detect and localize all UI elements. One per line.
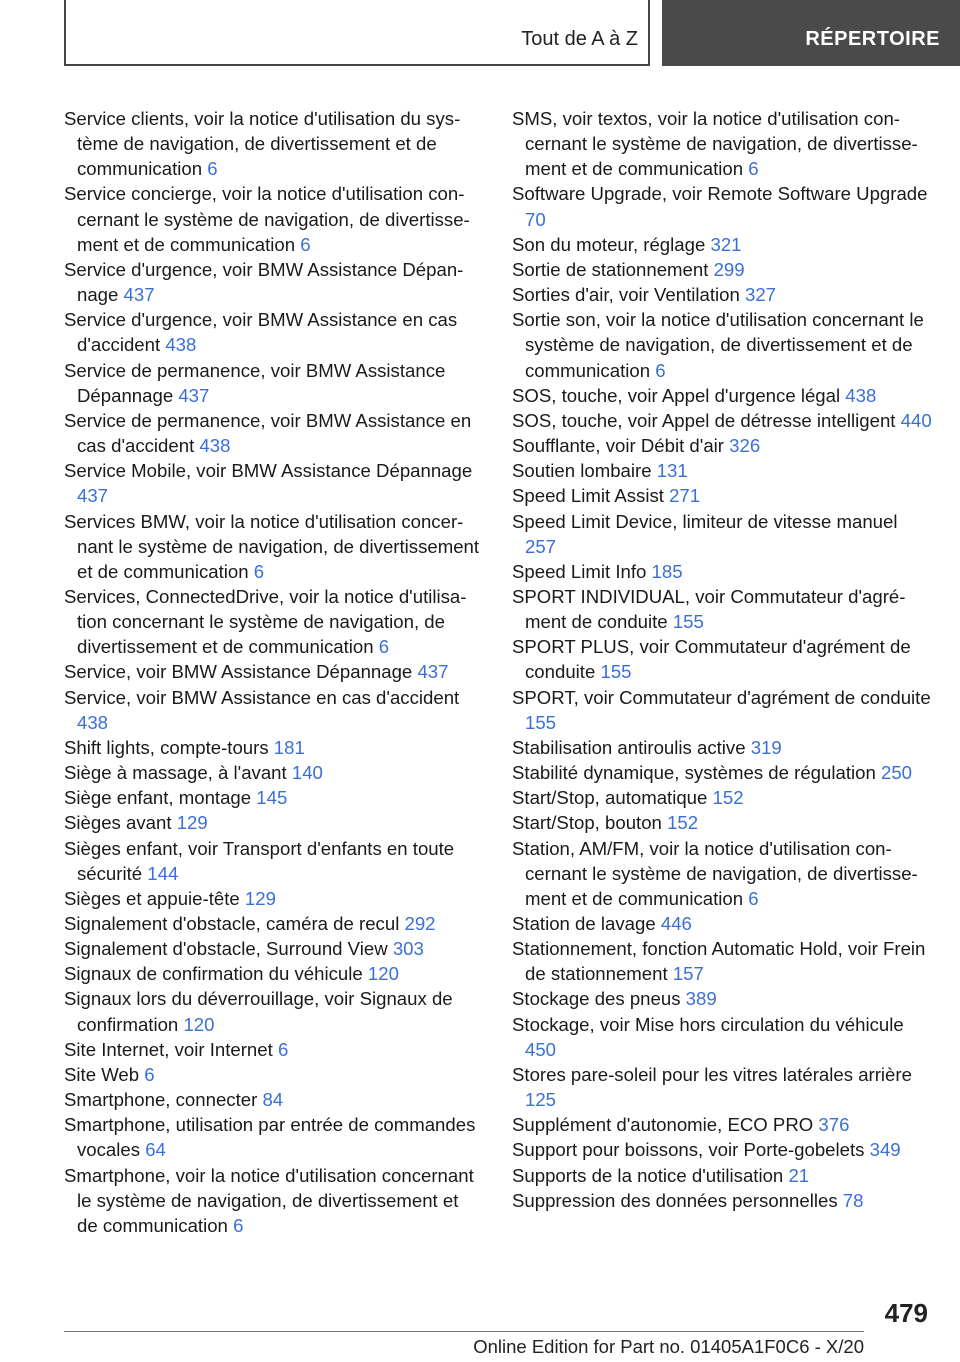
index-entry	[512, 458, 932, 483]
page-reference-link[interactable]: 185	[651, 560, 683, 582]
page-reference-link[interactable]: 303	[392, 938, 424, 960]
index-entry-text: Site Internet, voir Internet	[64, 1038, 273, 1060]
page-reference-link[interactable]: 326	[729, 435, 761, 457]
header-left-border	[64, 0, 66, 66]
page-reference-link[interactable]: 437	[178, 384, 210, 406]
index-entry-text: Stores pare-soleil pour les vitres latérales arrière	[512, 1063, 912, 1085]
index-entry	[512, 986, 932, 1011]
index-entry	[64, 1037, 484, 1062]
index-entry	[512, 584, 932, 634]
index-entry	[512, 1163, 932, 1188]
page-reference-link[interactable]: 6	[378, 636, 390, 658]
index-column-right	[512, 106, 932, 1213]
page-reference-link[interactable]: 438	[77, 711, 109, 733]
page-reference-link[interactable]: 6	[233, 1214, 244, 1236]
index-entry-text: Services BMW, voir la notice d'utilisation concernant le système de navigation, de divertissement et de communication	[64, 510, 480, 582]
index-entry	[512, 181, 932, 231]
index-entry-text: Sièges avant	[64, 812, 172, 834]
index-entry	[64, 986, 484, 1036]
page-reference-link[interactable]: 78	[842, 1189, 864, 1211]
index-entry-text: Speed Limit Assist	[512, 485, 664, 507]
page-reference-link[interactable]: 6	[253, 560, 265, 582]
page-reference-link[interactable]: 6	[655, 359, 666, 381]
index-entry	[64, 810, 484, 835]
index-entry-text: Start/Stop, automatique	[512, 787, 708, 809]
index-entry	[64, 307, 484, 357]
index-entry	[64, 458, 484, 508]
index-entry-text: Start/Stop, bouton	[512, 812, 662, 834]
index-entry	[512, 307, 932, 382]
index-entry	[64, 961, 484, 986]
page-reference-link[interactable]: 321	[710, 233, 742, 255]
page-reference-link[interactable]: 376	[818, 1114, 850, 1136]
index-entry	[512, 106, 932, 181]
page-reference-link[interactable]: 131	[656, 460, 688, 482]
index-entry-text: Stockage des pneus	[512, 988, 681, 1010]
index-entry-text: Service, voir BMW Assistance Dépannage	[64, 661, 413, 683]
page-reference-link[interactable]: 438	[845, 384, 877, 406]
index-entry-text: Site Web	[64, 1063, 140, 1085]
index-entry-text: Sièges enfant, voir Transport d'enfants en toute sécurité	[64, 837, 455, 884]
page-reference-link[interactable]: 155	[672, 611, 704, 633]
page-reference-link[interactable]: 21	[788, 1164, 810, 1186]
header-rule	[64, 64, 650, 66]
page-reference-link[interactable]: 6	[277, 1038, 289, 1060]
page-reference-link[interactable]: 155	[525, 711, 557, 733]
index-entry-text: Station de lavage	[512, 913, 656, 934]
page-reference-link[interactable]: 140	[291, 762, 323, 784]
page-reference-link[interactable]: 157	[672, 963, 704, 985]
index-entry-text: Signalement d'obstacle, caméra de recul	[64, 913, 400, 934]
index-entry	[512, 1062, 932, 1112]
page-reference-link[interactable]: 438	[199, 435, 231, 457]
index-entry	[512, 509, 932, 559]
index-entry-text: SOS, touche, voir Appel d'urgence légal	[512, 384, 841, 406]
footer-rule	[64, 1331, 864, 1332]
index-entry-text: Sorties d'air, voir Ventilation	[512, 284, 740, 306]
index-entry-text: Stockage, voir Mise hors circulation du véhicule	[512, 1013, 904, 1035]
page-reference-link[interactable]: 145	[256, 787, 288, 809]
page-reference-link[interactable]: 6	[748, 158, 759, 180]
index-entry-text: Service de permanence, voir BMW Assistance en cas d'accident	[64, 409, 472, 457]
header-divider	[648, 0, 650, 66]
index-entry	[512, 634, 932, 684]
index-entry	[512, 1188, 932, 1213]
index-entry	[512, 232, 932, 257]
index-entry-text: Smartphone, connecter	[64, 1089, 258, 1111]
header-chapter: RÉPERTOIRE	[805, 28, 940, 50]
page-number: 479	[884, 1298, 928, 1328]
index-entry-text: Services, ConnectedDrive, voir la notice d'utilisation concernant le système de navigation, de divertissement et de communication	[64, 585, 467, 658]
page-reference-link[interactable]: 349	[869, 1139, 901, 1161]
index-entry-text: Service Mobile, voir BMW Assistance Dépannage	[64, 460, 473, 482]
page-reference-link[interactable]: 438	[165, 334, 197, 356]
page-reference-link[interactable]: 450	[525, 1038, 557, 1060]
page-reference-link[interactable]: 144	[147, 862, 179, 884]
page-reference-link[interactable]: 389	[685, 988, 717, 1010]
page-reference-link[interactable]: 440	[900, 409, 932, 431]
index-entry-text: Signaux de confirmation du véhicule	[64, 963, 363, 985]
page-reference-link[interactable]: 250	[881, 762, 913, 784]
page-reference-link[interactable]: 6	[748, 887, 759, 909]
index-entry	[512, 911, 932, 936]
index-entry-text: Service d'urgence, voir BMW Assistance en cas d'accident	[64, 309, 458, 356]
page-reference-link[interactable]: 64	[145, 1139, 166, 1161]
index-entry-text: Supports de la notice d'utilisation	[512, 1164, 784, 1186]
page-reference-link[interactable]: 6	[207, 158, 218, 180]
index-entry-text: Soufflante, voir Débit d'air	[512, 435, 724, 457]
index-entry	[64, 936, 484, 961]
index-entry-text: SPORT, voir Commutateur d'agrément de conduite	[512, 686, 931, 708]
index-entry	[512, 685, 932, 735]
index-entry-text: Son du moteur, réglage	[512, 233, 706, 255]
index-entry-text: Service concierge, voir la notice d'utilisation concernant le système de navigation, de divertissement et de communication	[64, 183, 470, 255]
page-reference-link[interactable]: 129	[176, 812, 208, 834]
index-entry	[512, 383, 932, 408]
index-entry	[64, 659, 484, 684]
index-entry	[64, 836, 484, 886]
index-entry	[64, 785, 484, 810]
index-entry	[512, 785, 932, 810]
page-reference-link[interactable]: 271	[669, 485, 701, 507]
index-entry	[64, 735, 484, 760]
index-entry	[512, 810, 932, 835]
index-entry-text: Sortie de stationnement	[512, 258, 709, 280]
index-entry	[512, 1012, 932, 1062]
page-reference-link[interactable]: 292	[404, 913, 436, 934]
footer-edition: Online Edition for Part no. 01405A1F0C6 - X/20	[473, 1336, 864, 1357]
index-entry	[64, 257, 484, 307]
page-reference-link[interactable]: 152	[667, 812, 699, 834]
page-reference-link[interactable]: 437	[417, 661, 449, 683]
page-reference-link[interactable]: 129	[244, 887, 276, 909]
page-reference-link[interactable]: 437	[77, 485, 109, 507]
page-reference-link[interactable]: 6	[144, 1063, 155, 1085]
index-entry-text: Speed Limit Info	[512, 560, 647, 582]
index-entry	[512, 559, 932, 584]
index-entry-text: Stabilité dynamique, systèmes de régulation	[512, 762, 876, 784]
page-reference-link[interactable]: 299	[713, 258, 745, 280]
index-entry-text: Siège à massage, à l'avant	[64, 762, 287, 784]
index-entry	[512, 483, 932, 508]
index-entry-text: SOS, touche, voir Appel de détresse intelligent	[512, 409, 896, 431]
index-entry-text: Signaux lors du déverrouillage, voir Signaux de confirmation	[64, 988, 453, 1035]
index-entry	[64, 106, 484, 181]
index-entry	[64, 509, 484, 584]
index-entry-text: Suppression des données personnelles	[512, 1189, 838, 1211]
page-reference-link[interactable]: 257	[525, 535, 557, 557]
index-entry-text: SPORT INDIVIDUAL, voir Commutateur d'agrément de conduite	[512, 585, 906, 633]
page-reference-link[interactable]: 437	[123, 284, 155, 306]
index-entry-text: Supplément d'autonomie, ECO PRO	[512, 1114, 814, 1136]
index-entry	[64, 358, 484, 408]
page-reference-link[interactable]: 446	[660, 913, 692, 934]
index-entry-text: Signalement d'obstacle, Surround View	[64, 938, 388, 960]
index-entry-text: Smartphone, utilisation par entrée de commandes vocales	[64, 1114, 476, 1161]
index-entry	[512, 936, 932, 986]
index-entry	[64, 1087, 484, 1112]
index-entry	[512, 735, 932, 760]
index-entry	[512, 408, 932, 433]
page-reference-link[interactable]: 155	[600, 661, 632, 683]
index-entry-text: Support pour boissons, voir Porte-gobelets	[512, 1139, 865, 1161]
index-entry	[64, 685, 484, 735]
index-entry-text: SMS, voir textos, voir la notice d'utilisation concernant le système de navigation, de divertissement et de communication	[512, 108, 918, 180]
index-entry	[512, 836, 932, 911]
index-entry	[512, 282, 932, 307]
index-entry	[512, 433, 932, 458]
index-entry	[64, 1112, 484, 1162]
index-entry	[64, 1062, 484, 1087]
page-reference-link[interactable]: 125	[525, 1089, 557, 1111]
index-entry	[64, 181, 484, 256]
index-column-left	[64, 106, 484, 1238]
page-reference-link[interactable]: 84	[262, 1089, 284, 1111]
page-reference-link[interactable]: 70	[525, 208, 546, 230]
index-entry	[64, 886, 484, 911]
page-reference-link[interactable]: 120	[183, 1013, 215, 1035]
index-entry	[64, 1163, 484, 1238]
index-entry-text: SPORT PLUS, voir Commutateur d'agrément de conduite	[512, 636, 911, 683]
index-entry-text: Stationnement, fonction Automatic Hold, voir Frein de stationnement	[512, 938, 926, 985]
page-reference-link[interactable]: 181	[273, 736, 305, 758]
page-reference-link[interactable]: 327	[745, 284, 777, 306]
index-entry-text: Smartphone, voir la notice d'utilisation concernant le système de navigation, de divertissement et de communication	[64, 1164, 474, 1236]
index-entry	[64, 911, 484, 936]
index-entry-text: Service, voir BMW Assistance en cas d'accident	[64, 686, 460, 708]
index-entry	[512, 1137, 932, 1162]
page-reference-link[interactable]: 319	[750, 736, 782, 758]
index-entry-text: Sièges et appuie-tête	[64, 887, 240, 909]
index-entry	[64, 760, 484, 785]
index-entry	[64, 408, 484, 458]
header-section: Tout de A à Z	[521, 28, 638, 50]
index-entry-text: Soutien lombaire	[512, 460, 652, 482]
page-reference-link[interactable]: 152	[712, 787, 744, 809]
index-entry-text: Speed Limit Device, limiteur de vitesse manuel	[512, 510, 898, 532]
page-reference-link[interactable]: 6	[300, 233, 311, 255]
index-entry	[512, 257, 932, 282]
index-entry-text: Stabilisation antiroulis active	[512, 736, 746, 758]
index-entry-text: Shift lights, compte-tours	[64, 736, 269, 758]
index-entry-text: Service clients, voir la notice d'utilisation du système de navigation, de divertissement et de communication	[64, 108, 461, 180]
index-entry-text: Service de permanence, voir BMW Assistance Dépannage	[64, 359, 446, 406]
index-entry-text: Siège enfant, montage	[64, 787, 252, 809]
index-entry-text: Station, AM/FM, voir la notice d'utilisation concernant le système de navigation, de divertissement et de communication	[512, 837, 918, 909]
index-entry	[512, 1112, 932, 1137]
index-entry-text: Software Upgrade, voir Remote Software Upgrade	[512, 183, 928, 205]
index-entry-text: Service d'urgence, voir BMW Assistance Dépannage	[64, 258, 464, 306]
index-entry-text: Sortie son, voir la notice d'utilisation concernant le système de navigation, de divertissement et de communication	[512, 309, 924, 381]
index-entry	[64, 584, 484, 659]
index-entry	[512, 760, 932, 785]
page-reference-link[interactable]: 120	[367, 963, 399, 985]
